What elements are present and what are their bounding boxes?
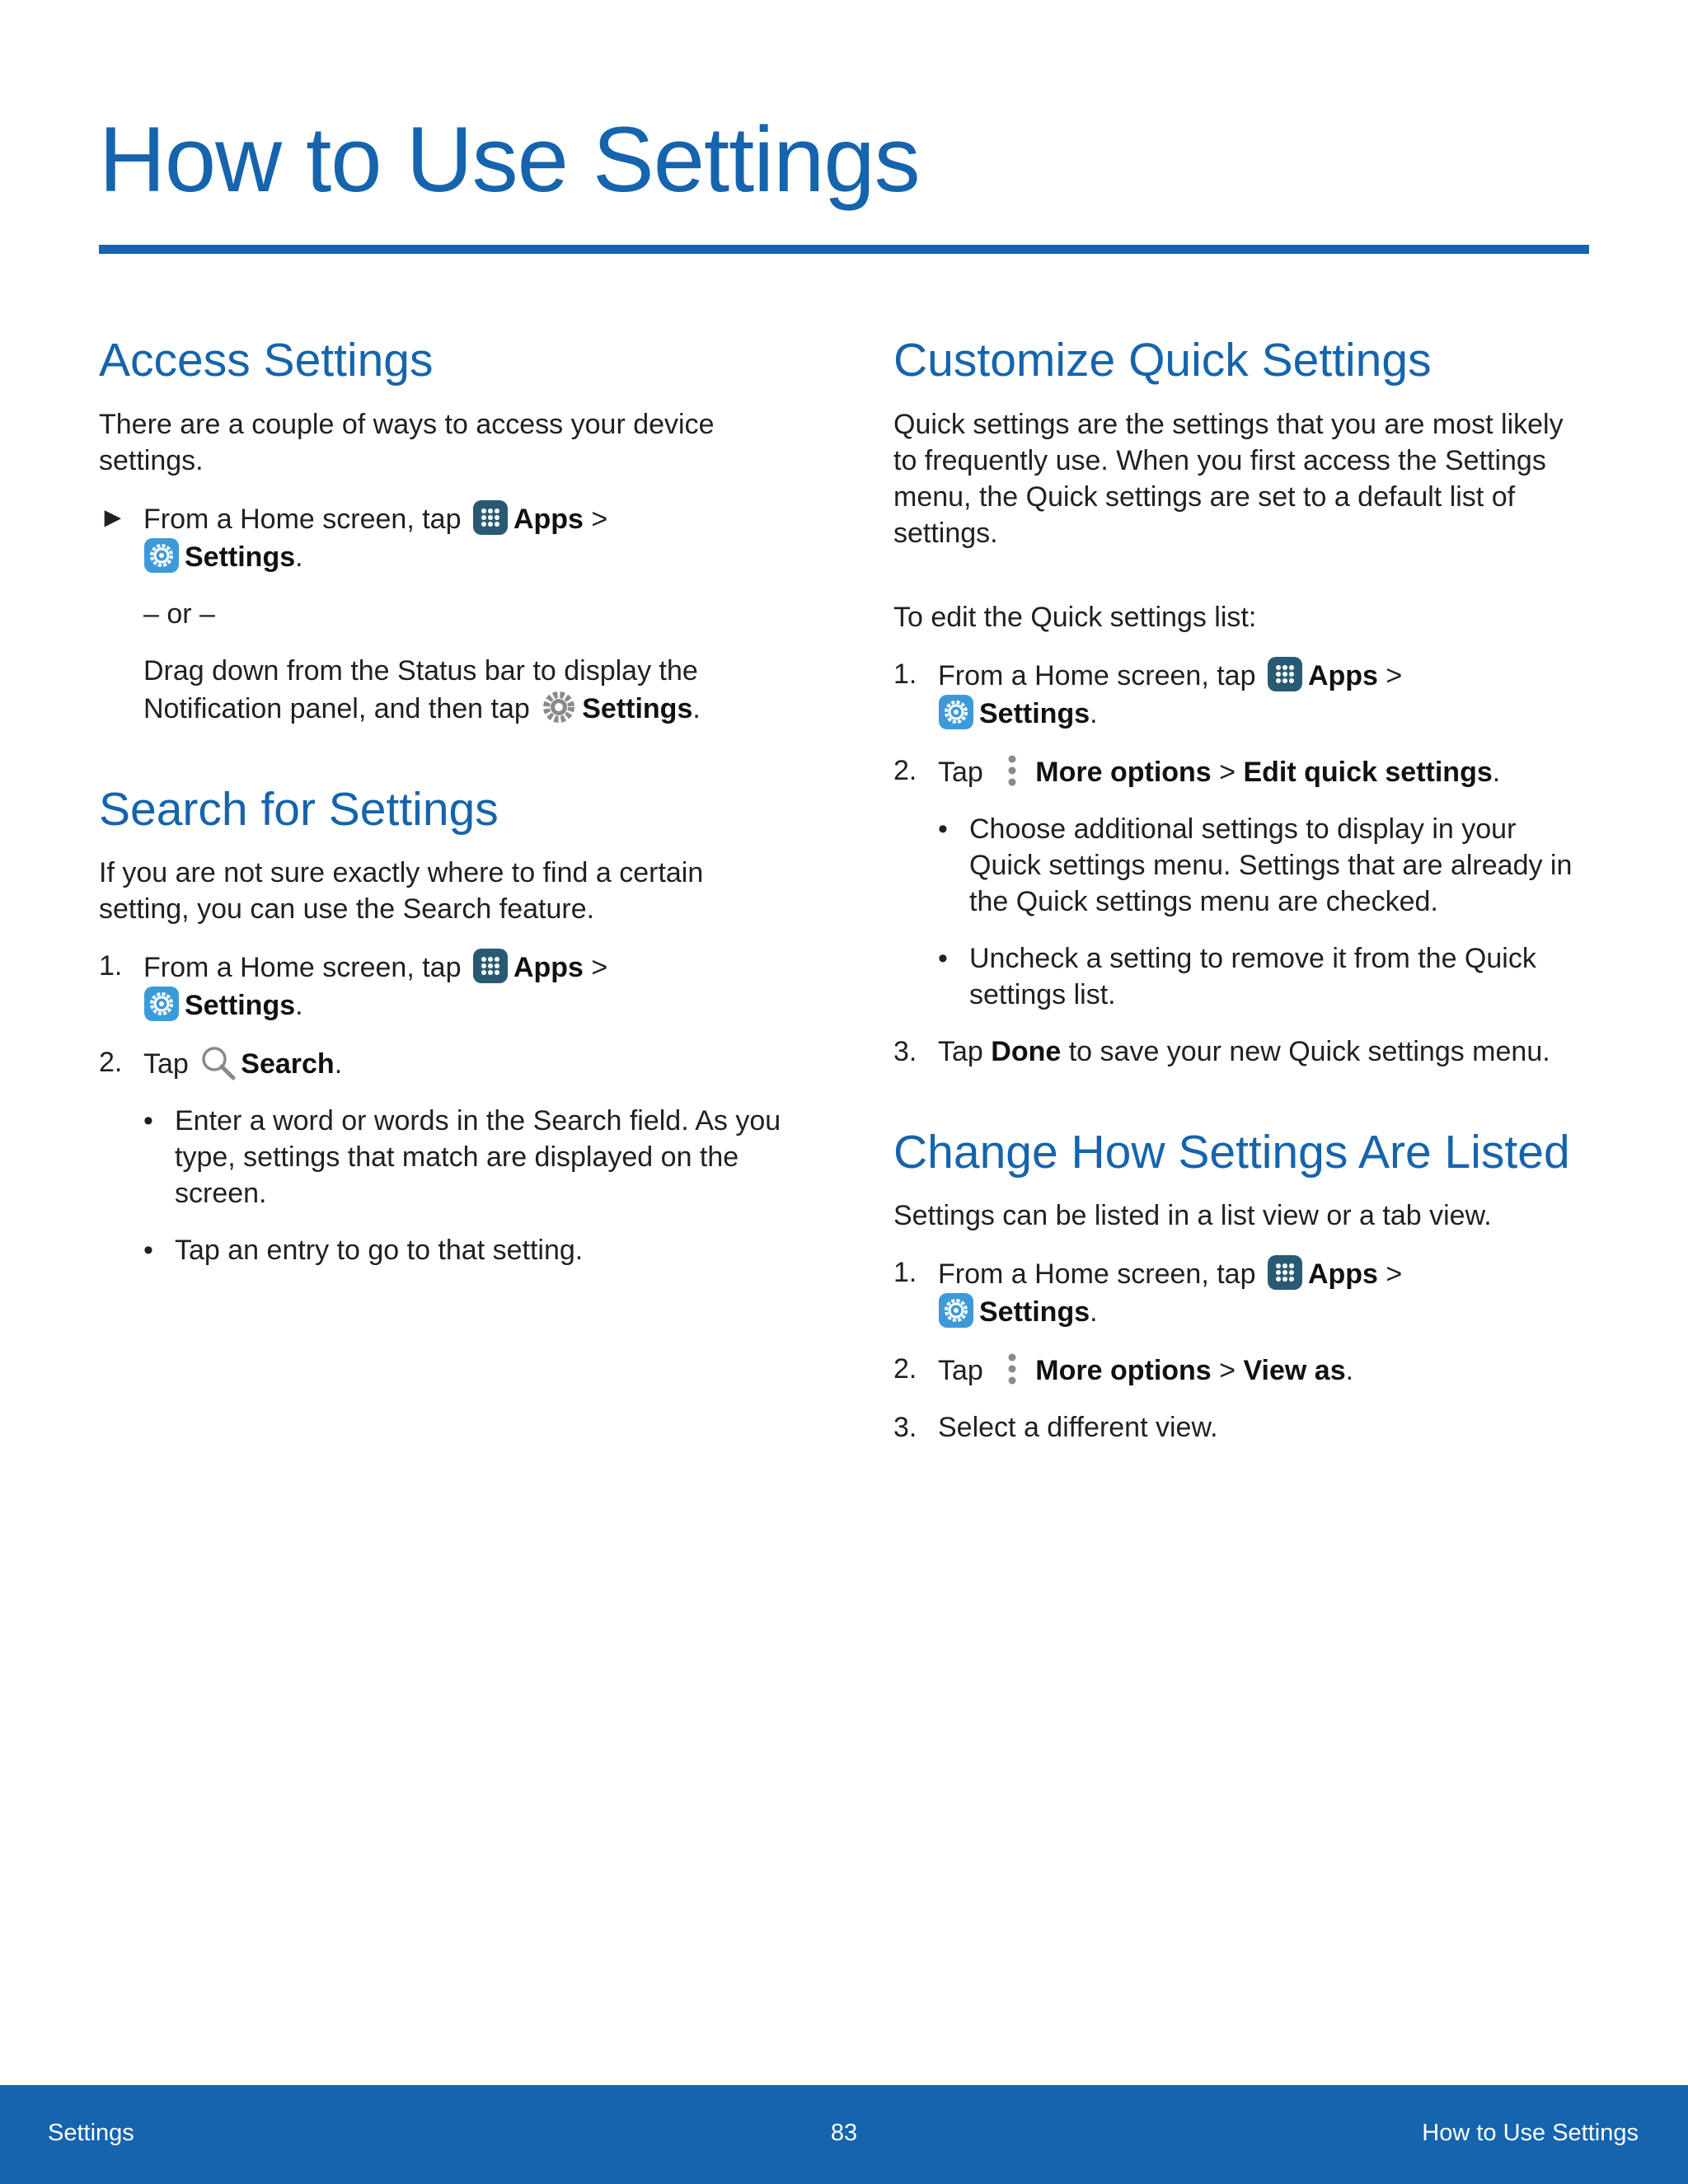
settings-app-icon (143, 537, 180, 574)
change-intro: Settings can be listed in a list view or a tab view. (893, 1200, 1492, 1232)
apps-icon (1267, 1254, 1303, 1291)
customize-step-3: 3. Tap Done to save your new Quick settings menu. (893, 1035, 1550, 1067)
right-column (893, 334, 1590, 1446)
apps-icon (472, 499, 509, 536)
arrow-marker: ► (99, 501, 127, 533)
view-as-label: View as (1243, 1355, 1346, 1387)
settings-label: Settings (185, 990, 296, 1022)
search-label: Search (241, 1048, 335, 1080)
page-title: How to Use Settings (99, 108, 920, 211)
apps-label: Apps (1307, 659, 1378, 691)
search-step-1: 1. From a Home screen, tap Apps > Settings. (99, 948, 799, 1024)
customize-quick-settings-heading: Customize Quick Settings (893, 334, 1432, 387)
apps-icon (1267, 656, 1303, 692)
customize-lead: To edit the Quick settings list: (893, 601, 1257, 633)
settings-app-icon (143, 986, 180, 1022)
done-label: Done (991, 1035, 1062, 1067)
access-settings-intro: There are a couple of ways to access your device settings. (99, 408, 715, 476)
search-icon (199, 1044, 236, 1080)
more-options-label: More options (1035, 1355, 1212, 1387)
more-options-icon (994, 1351, 1030, 1387)
customize-quick-settings-section (893, 334, 1590, 1070)
search-bullet-1: • Enter a word or words in the Search field. As you type, settings that match are displayed on the screen. (143, 1105, 781, 1210)
apps-label: Apps (513, 503, 584, 535)
search-bullet-2: • Tap an entry to go to that setting. (143, 1235, 584, 1267)
settings-label: Settings (185, 541, 296, 573)
page-number: 83 (830, 2120, 858, 2146)
change-listing-section (893, 1126, 1590, 1446)
edit-quick-settings-label: Edit quick settings (1243, 756, 1493, 788)
gear-icon (541, 689, 577, 725)
more-options-icon (994, 752, 1030, 789)
search-settings-heading: Search for Settings (99, 782, 499, 836)
apps-label: Apps (1307, 1258, 1378, 1291)
footer-chapter-label: How to Use Settings (1422, 2120, 1639, 2146)
title-rule (99, 245, 1589, 254)
access-settings-section (99, 334, 799, 727)
apps-icon (472, 948, 509, 984)
customize-step-2: 2. Tap More options > Edit quick settings. (893, 752, 1590, 790)
or-separator: – or – (143, 598, 215, 630)
access-step: ► From a Home screen, tap Apps > Settings. (99, 499, 799, 575)
search-settings-intro: If you are not sure exactly where to find a certain setting, you can use the Search feature. (99, 857, 704, 926)
customize-intro: Quick settings are the settings that you are most likely to frequently use. When you first access the Settings menu, the Quick settings are set to a default list of settings. (893, 408, 1564, 549)
customize-step-1: 1. From a Home screen, tap Apps > Settings. (893, 656, 1590, 732)
footer-section-label: Settings (48, 2120, 134, 2146)
more-options-label: More options (1035, 756, 1212, 788)
access-drag-step: Drag down from the Status bar to display the Notification panel, and then tap Settings. (143, 654, 701, 724)
change-step-3: 3. Select a different view. (893, 1412, 1218, 1444)
left-column (99, 334, 799, 1268)
settings-label: Settings (979, 1296, 1090, 1329)
search-settings-section (99, 783, 799, 1269)
page-footer (0, 2085, 1688, 2184)
apps-label: Apps (513, 952, 584, 984)
customize-bullet-1: • Choose additional settings to display in your Quick settings menu. Settings that are already in the Quick settings menu are checked. (938, 813, 1573, 917)
settings-app-icon (938, 1292, 974, 1329)
settings-label: Settings (582, 692, 693, 724)
change-listing-heading: Change How Settings Are Listed (893, 1125, 1570, 1179)
customize-bullet-2: • Uncheck a setting to remove it from the Quick settings list. (938, 942, 1536, 1010)
search-step-2: 2. Tap Search. (99, 1044, 799, 1082)
change-step-1: 1. From a Home screen, tap Apps > Settings. (893, 1254, 1590, 1330)
settings-label: Settings (979, 697, 1090, 729)
settings-app-icon (938, 694, 974, 730)
access-settings-heading: Access Settings (99, 334, 434, 387)
change-step-2: 2. Tap More options > View as. (893, 1351, 1590, 1389)
